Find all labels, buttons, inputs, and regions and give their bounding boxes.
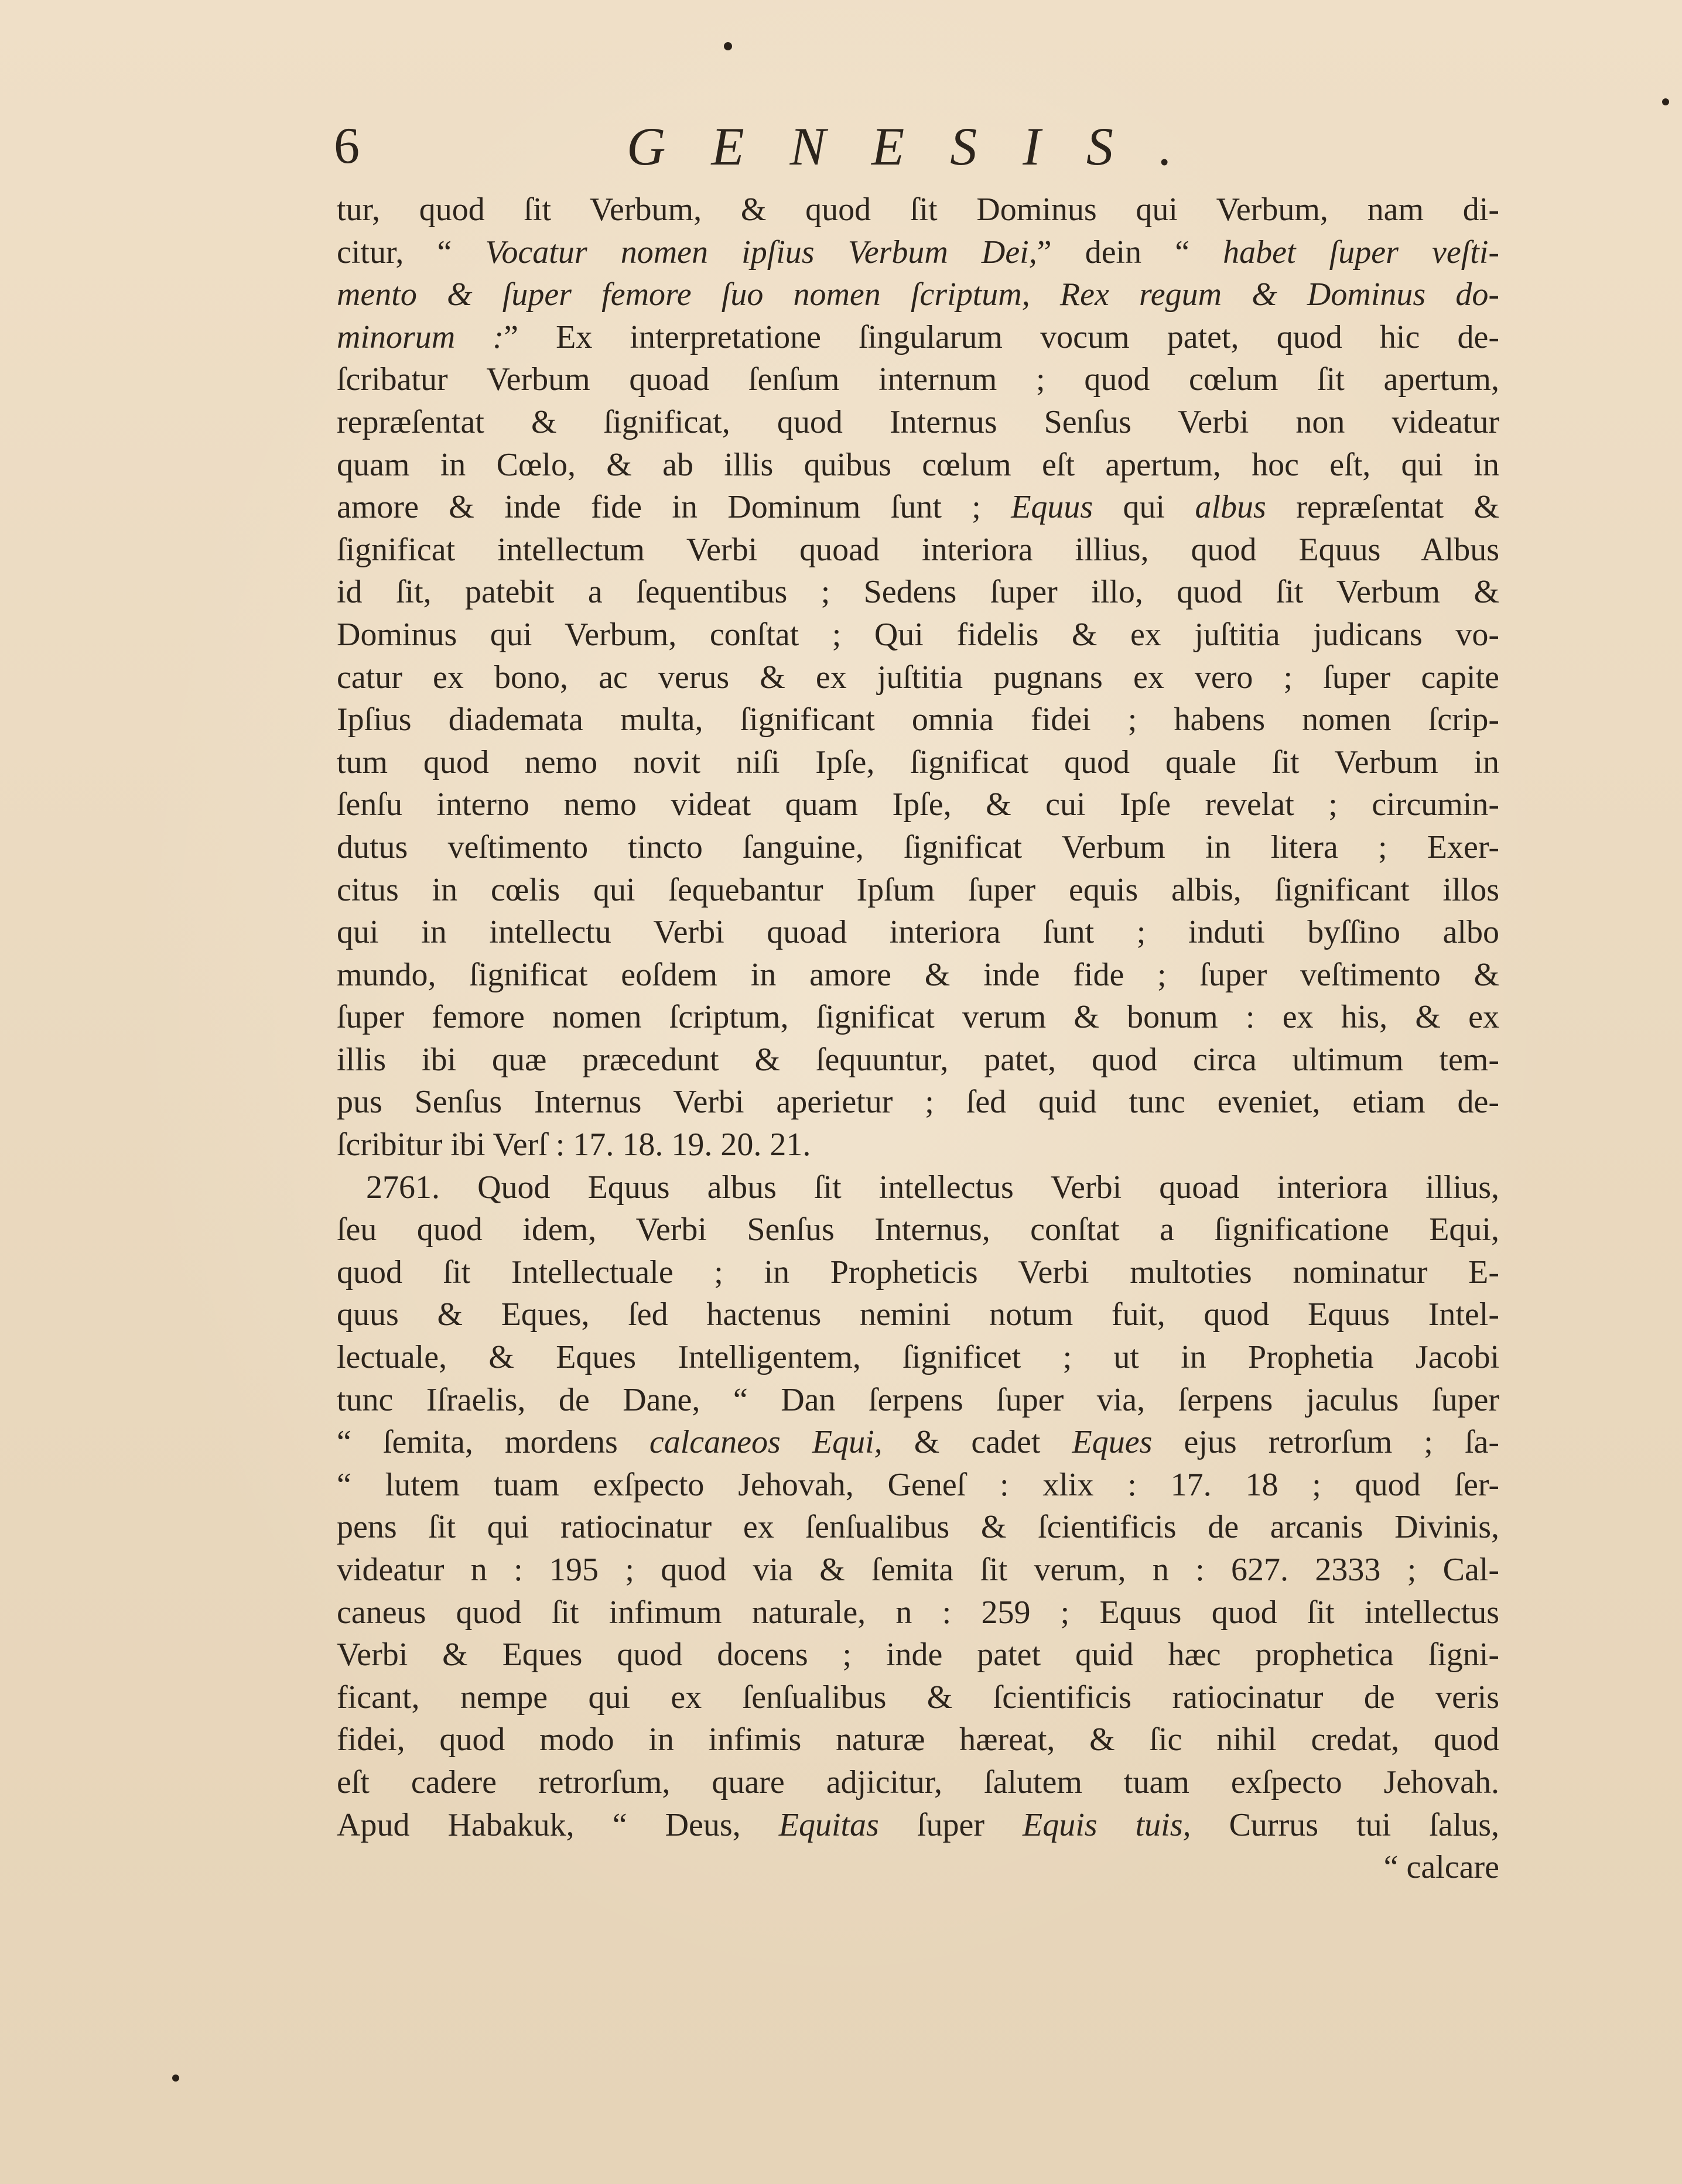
text-fragment: ſeu quod idem, Verbi Senſus Internus, conſtat a ſignificatione Equi, <box>337 1211 1499 1248</box>
text-fragment: Apud Habakuk, “ Deus, <box>337 1806 779 1843</box>
text-fragment: pens ſit qui ratiocinatur ex ſenſualibus & ſcientificis de arcanis Divinis, <box>337 1509 1499 1546</box>
text-line <box>337 1846 1499 1889</box>
text-fragment: ” dein “ <box>1037 234 1223 271</box>
text-line <box>337 1124 1499 1166</box>
text-line <box>337 783 1499 826</box>
text-line <box>337 1251 1499 1294</box>
text-fragment: dutus veſtimento tincto ſanguine, ſignificat Verbum in litera ; Exer- <box>337 829 1499 865</box>
text-fragment: Ipſius diademata multa, ſignificant omnia fidei ; habens nomen ſcrip- <box>337 701 1499 738</box>
text-fragment: Currus tui ſalus, <box>1191 1806 1499 1843</box>
text-fragment: Verbi & Eques quod docens ; inde patet quid hæc prophetica ſigni- <box>337 1637 1499 1673</box>
text-fragment: & cadet <box>882 1424 1072 1461</box>
text-line <box>337 996 1499 1039</box>
body-text <box>337 189 1499 1889</box>
text-line <box>337 189 1499 231</box>
text-line <box>337 529 1499 571</box>
text-fragment: illis ibi quæ præcedunt & ſequuntur, patet, quod circa ultimum tem- <box>337 1041 1499 1078</box>
ink-speck <box>1662 98 1669 105</box>
text-line <box>337 699 1499 741</box>
text-fragment: tunc Iſraelis, de Dane, “ Dan ſerpens ſuper via, ſerpens jaculus ſuper <box>337 1381 1499 1418</box>
text-fragment: fidei, quod modo in infimis naturæ hæreat, & ſic nihil credat, quod <box>337 1721 1499 1758</box>
text-line <box>337 273 1499 316</box>
text-line <box>337 911 1499 954</box>
italic-text: Vocatur nomen ipſius Verbum Dei, <box>485 234 1037 271</box>
text-fragment: ejus retrorſum ; ſa- <box>1152 1424 1499 1461</box>
text-fragment: tur, quod ſit Verbum, & quod ſit Dominus qui Verbum, nam di- <box>337 191 1499 228</box>
text-line <box>337 1209 1499 1251</box>
text-line <box>337 571 1499 614</box>
text-fragment: ſcribatur Verbum quoad ſenſum internum ; quod cœlum ſit apertum, <box>337 361 1499 398</box>
text-fragment: citur, “ <box>337 234 486 271</box>
text-line <box>337 1591 1499 1634</box>
text-fragment: catur ex bono, ac verus & ex juſtitia pugnans ex vero ; ſuper capite <box>337 659 1499 696</box>
text-fragment: quam in Cœlo, & ab illis quibus cœlum eſt apertum, hoc eſt, qui in <box>337 446 1499 483</box>
text-line <box>337 1719 1499 1761</box>
text-line <box>337 231 1499 274</box>
text-line <box>337 1081 1499 1124</box>
text-line <box>337 1464 1499 1507</box>
ink-speck <box>172 2075 179 2082</box>
text-fragment: Dominus qui Verbum, conſtat ; Qui fidelis & ex juſtitia judicans vo- <box>337 616 1499 653</box>
text-line <box>337 358 1499 401</box>
text-line <box>337 1336 1499 1379</box>
page-header <box>334 114 1499 179</box>
text-fragment: tum quod nemo novit niſi Ipſe, ſignificat quod quale ſit Verbum in <box>337 744 1499 781</box>
text-line <box>337 614 1499 656</box>
italic-text: minorum : <box>337 319 504 355</box>
text-line <box>337 869 1499 912</box>
ink-speck <box>724 42 732 50</box>
text-fragment: ſuper femore nomen ſcriptum, ſignificat verum & bonum : ex his, & ex <box>337 999 1499 1036</box>
text-line <box>337 826 1499 869</box>
text-line <box>337 1804 1499 1847</box>
text-fragment: pus Senſus Internus Verbi aperietur ; ſed quid tunc eveniet, etiam de- <box>337 1084 1499 1121</box>
italic-text: habet ſuper veſti- <box>1223 234 1499 271</box>
italic-text: Equitas <box>778 1806 879 1843</box>
text-fragment: “ calcare <box>1383 1849 1499 1886</box>
text-fragment: ſignificat intellectum Verbi quoad interiora illius, quod Equus Albus <box>337 531 1499 568</box>
text-line <box>337 1166 1499 1209</box>
text-fragment: repræſentat & ſignificat, quod Internus Senſus Verbi non videatur <box>337 403 1499 440</box>
text-fragment: caneus quod ſit infimum naturale, n : 259 ; Equus quod ſit intellectus <box>337 1594 1499 1631</box>
text-line <box>337 401 1499 444</box>
text-fragment: ” Ex interpretatione ſingularum vocum patet, quod hic de- <box>504 319 1499 355</box>
italic-text: calcaneos Equi, <box>649 1424 883 1461</box>
text-fragment: amore & inde fide in Dominum ſunt ; <box>337 489 1011 526</box>
running-title: GENESIS. <box>627 117 1218 176</box>
text-line <box>337 316 1499 359</box>
text-fragment: ſcribitur ibi Verſ : 17. 18. 19. 20. 21. <box>337 1127 811 1163</box>
text-fragment: qui in intellectu Verbi quoad interiora ſunt ; induti byſſino albo <box>337 914 1499 951</box>
text-fragment: id ſit, patebit a ſequentibus ; Sedens ſuper illo, quod ſit Verbum & <box>337 574 1499 611</box>
text-line <box>337 954 1499 997</box>
text-fragment: ficant, nempe qui ex ſenſualibus & ſcientificis ratiocinatur de veris <box>337 1679 1499 1716</box>
italic-text: Equis tuis, <box>1023 1806 1191 1843</box>
text-line <box>337 1379 1499 1422</box>
text-fragment: quod ſit Intellectuale ; in Propheticis Verbi multoties nominatur E- <box>337 1254 1499 1290</box>
text-fragment: ſenſu interno nemo videat quam Ipſe, & cui Ipſe revelat ; circumin- <box>337 786 1499 823</box>
text-fragment: mundo, ſignificat eoſdem in amore & inde fide ; ſuper veſtimento & <box>337 956 1499 993</box>
text-fragment: lectuale, & Eques Intelligentem, ſignificet ; ut in Prophetia Jacobi <box>337 1339 1499 1376</box>
text-line <box>337 1761 1499 1804</box>
text-fragment: qui <box>1093 489 1195 526</box>
text-line <box>337 1039 1499 1081</box>
text-fragment: repræſentat & <box>1266 489 1499 526</box>
text-line <box>337 486 1499 529</box>
italic-text: Eques <box>1072 1424 1153 1461</box>
text-fragment: 2761. Quod Equus albus ſit intellectus Verbi quoad interiora illius, <box>366 1169 1499 1206</box>
text-line <box>337 1293 1499 1336</box>
page-number: 6 <box>334 118 360 174</box>
text-fragment: ſuper <box>878 1806 1023 1843</box>
italic-text: albus <box>1195 489 1266 526</box>
text-line <box>337 656 1499 699</box>
text-line <box>337 1676 1499 1719</box>
text-fragment: “ ſemita, mordens <box>337 1424 649 1461</box>
text-line <box>337 1421 1499 1464</box>
text-fragment: eſt cadere retrorſum, quare adjicitur, ſalutem tuam exſpecto Jehovah. <box>337 1764 1499 1800</box>
text-fragment: “ lutem tuam exſpecto Jehovah, Geneſ : xlix : 17. 18 ; quod ſer- <box>337 1466 1499 1503</box>
text-line <box>337 1634 1499 1676</box>
text-line <box>337 444 1499 487</box>
text-fragment: videatur n : 195 ; quod via & ſemita ſit verum, n : 627. 2333 ; Cal- <box>337 1552 1499 1588</box>
text-fragment: quus & Eques, ſed hactenus nemini notum fuit, quod Equus Intel- <box>337 1296 1499 1333</box>
text-line <box>337 1549 1499 1591</box>
italic-text: Equus <box>1011 489 1093 526</box>
italic-text: mento & ſuper femore ſuo nomen ſcriptum, Rex regum & Dominus do- <box>337 276 1499 313</box>
text-line <box>337 741 1499 784</box>
text-fragment: citus in cœlis qui ſequebantur Ipſum ſuper equis albis, ſignificant illos <box>337 871 1499 908</box>
text-line <box>337 1506 1499 1549</box>
